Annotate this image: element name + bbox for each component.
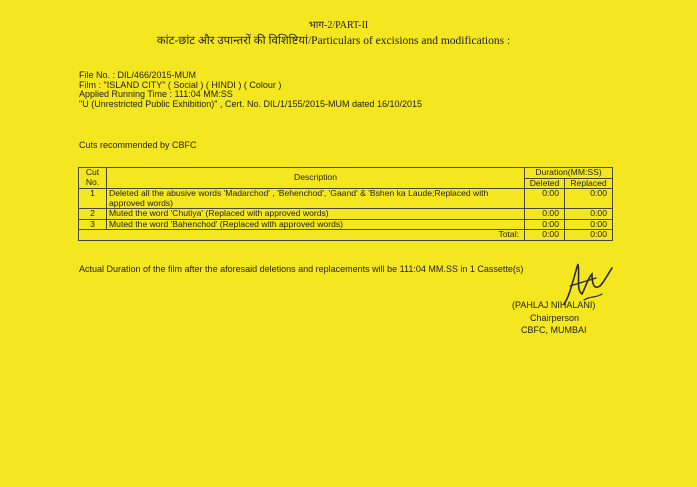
- total-deleted: 0:00: [525, 230, 565, 241]
- total-row: [79, 230, 613, 241]
- file-number: File No. : DIL/466/2015-MUM: [79, 70, 197, 80]
- header-cut-no: Cut No.: [79, 168, 107, 189]
- signatory-org: CBFC, MUMBAI: [521, 325, 587, 335]
- header-deleted: Deleted: [525, 178, 565, 189]
- part-label: भाग-2/PART-II: [308, 20, 369, 31]
- total-replaced: 0:00: [565, 230, 613, 241]
- cuts-table: [78, 167, 613, 241]
- cut-description: Muted the word 'Bahenchod' (Replaced with approved words): [107, 219, 525, 230]
- certificate-info: "U (Unrestricted Public Exhibition)" , Cert. No. DIL/1/155/2015-MUM dated 16/10/2015: [79, 99, 423, 109]
- header-description: Description: [107, 168, 525, 189]
- header-duration: Duration(MM:SS): [525, 168, 613, 179]
- cut-number: 1: [79, 189, 107, 209]
- cuts-title: Cuts recommended by CBFC: [79, 140, 197, 150]
- cut-number: 3: [79, 219, 107, 230]
- duration-note: Actual Duration of the film after the aforesaid deletions and replacements will be 111:04 MM.SS in 1 Cassette(s): [79, 264, 524, 274]
- signatory-title: Chairperson: [530, 313, 580, 323]
- table-row: [79, 189, 613, 209]
- film-info: Film : "ISLAND CITY" ( Social ) ( HINDI ) ( Colour ): [79, 79, 282, 90]
- total-label: Total:: [107, 230, 525, 241]
- cut-description: Deleted all the abusive words 'Madarchod' , 'Behenchod', 'Gaand' & 'Bshen ka Laude;Replaced with approved words): [107, 189, 525, 209]
- running-time: Applied Running Time : 111:04 MM:SS: [79, 89, 233, 99]
- replaced-duration: 0:00: [565, 189, 613, 209]
- replaced-duration: 0:00: [565, 209, 613, 220]
- deleted-duration: 0:00: [525, 219, 565, 230]
- table-row: [79, 219, 613, 230]
- table-row: [79, 209, 613, 220]
- deleted-duration: 0:00: [525, 209, 565, 220]
- page-title: कांट-छांट और उपान्तरों की विशिष्टियां/Particulars of excisions and modifications :: [156, 35, 511, 47]
- cut-number: 2: [79, 209, 107, 220]
- deleted-duration: 0:00: [525, 189, 565, 209]
- cut-description: Muted the word 'Chutiya' (Replaced with approved words): [107, 209, 525, 220]
- signatory-name: (PAHLAJ NIHALANI): [512, 300, 596, 310]
- replaced-duration: 0:00: [565, 219, 613, 230]
- header-replaced: Replaced: [565, 178, 613, 189]
